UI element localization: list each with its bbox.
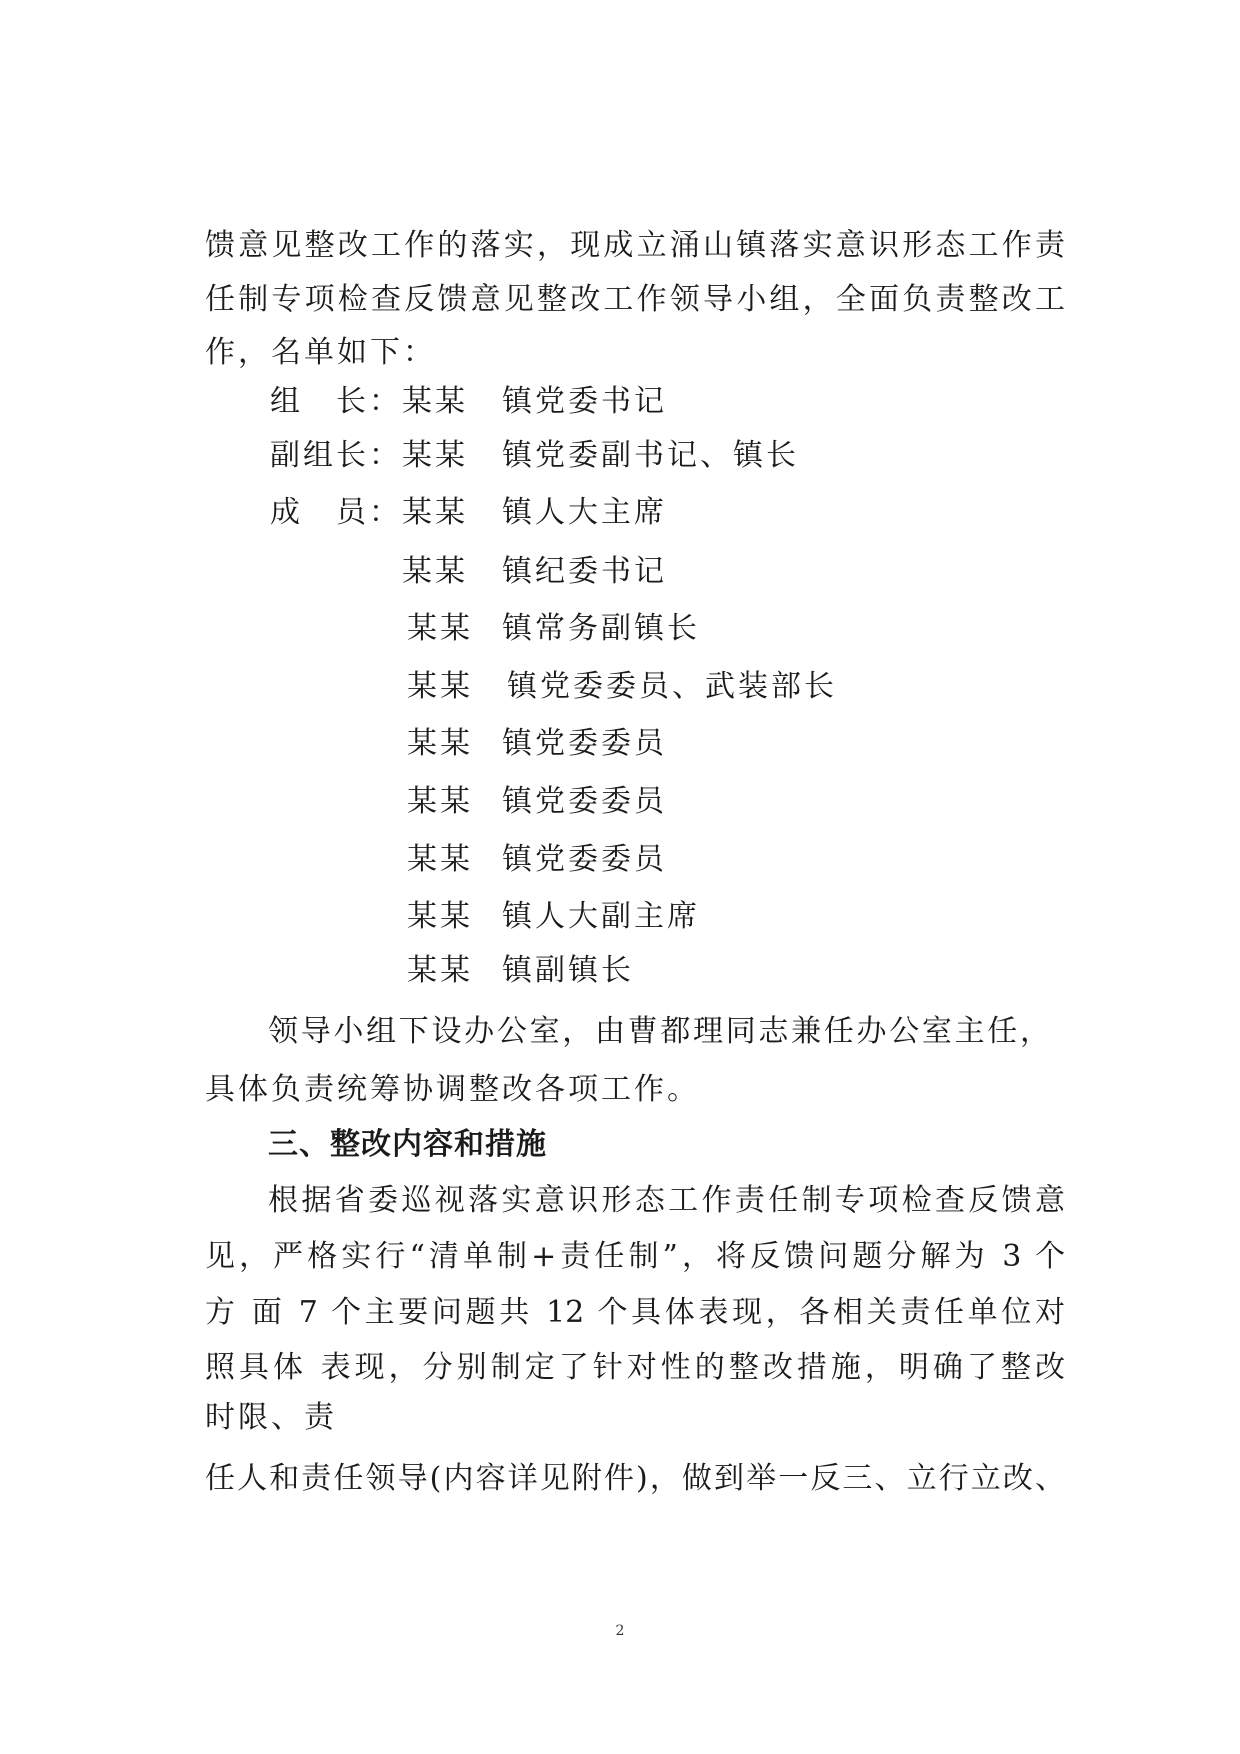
member-name: 某某: [402, 495, 468, 530]
deputy-title: 镇党委副书记、镇长: [502, 438, 799, 473]
paragraph-line: 具体负责统筹协调整改各项工作。: [205, 1072, 700, 1107]
deputy-label: 副组长：: [270, 438, 402, 473]
member-name: 某某: [407, 611, 473, 646]
member-title: 镇人大主席: [502, 495, 667, 530]
member-name: 某某: [407, 953, 473, 988]
member-name: 某某: [407, 726, 473, 761]
paragraph-line: 任制专项检查反馈意见整改工作领导小组，全面负责整改工: [205, 282, 1065, 317]
paragraph-line: 时限、责: [205, 1400, 337, 1435]
page-number: 2: [615, 1623, 625, 1639]
paragraph-line: 方 面 7 个主要问题共 12 个具体表现，各相关责任单位对: [205, 1295, 1065, 1330]
member-title: 镇副镇长: [502, 953, 634, 988]
member-title: 镇纪委书记: [502, 554, 667, 589]
member-name: 某某: [407, 784, 473, 819]
paragraph-line: 领导小组下设办公室，由曹都理同志兼任办公室主任，: [268, 1014, 1050, 1049]
paragraph-line: 任人和责任领导(内容详见附件)，做到举一反三、立行立改、: [205, 1461, 1065, 1496]
paragraph-line: 见，严格实行“清单制+责任制”，将反馈问题分解为 3 个: [205, 1239, 1065, 1274]
paragraph-line: 作，名单如下：: [205, 335, 436, 370]
leader-name: 某某: [402, 384, 468, 419]
member-title: 镇党委委员: [502, 842, 667, 877]
members-label: 成 员：: [270, 495, 402, 530]
leader-title: 镇党委书记: [502, 384, 667, 419]
member-name: 某某: [407, 669, 473, 704]
member-title: 镇党委委员、武装部长: [507, 669, 837, 704]
member-title: 镇人大副主席: [502, 899, 700, 934]
paragraph-line: 根据省委巡视落实意识形态工作责任制专项检查反馈意: [268, 1183, 1065, 1218]
deputy-name: 某某: [402, 438, 468, 473]
member-name: 某某: [407, 842, 473, 877]
leader-label: 组 长：: [270, 384, 402, 419]
member-name: 某某: [407, 899, 473, 934]
member-name: 某某: [402, 554, 468, 589]
member-title: 镇党委委员: [502, 726, 667, 761]
member-title: 镇党委委员: [502, 784, 667, 819]
section-heading: 三、整改内容和措施: [268, 1127, 547, 1162]
paragraph-line: 照具体 表现，分别制定了针对性的整改措施，明确了整改: [205, 1350, 1065, 1385]
member-title: 镇常务副镇长: [502, 611, 700, 646]
paragraph-line: 馈意见整改工作的落实，现成立涌山镇落实意识形态工作责: [205, 228, 1065, 263]
